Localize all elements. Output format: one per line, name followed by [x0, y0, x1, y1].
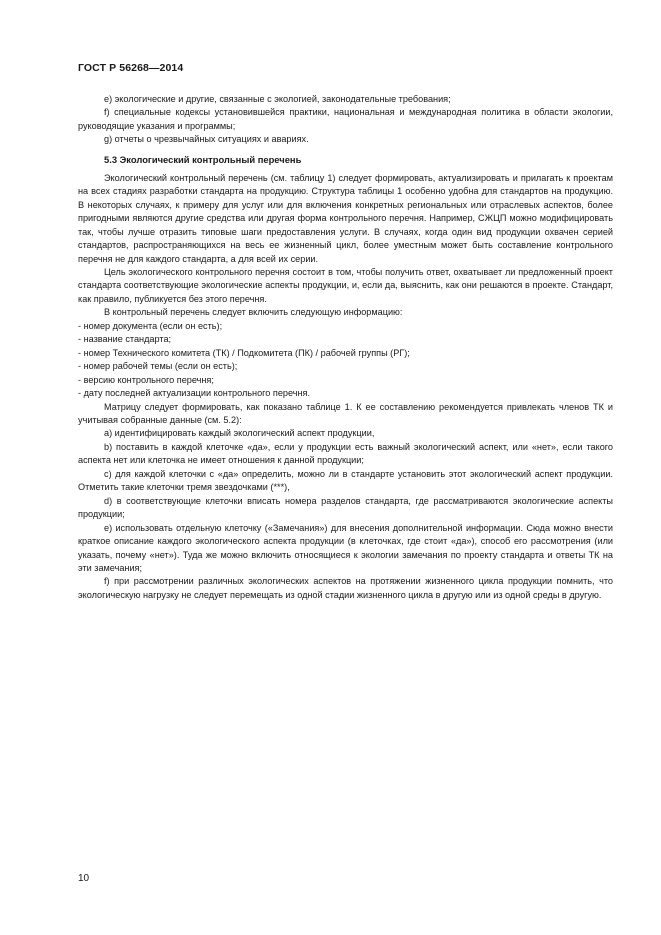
list-item: f) специальные кодексы установившейся практики, национальная и международная политика в области экологии, руководящие указания и программы;	[78, 107, 613, 131]
dash-item: - дату последней актуализации контрольного перечня.	[78, 388, 311, 399]
dash-item: - номер рабочей темы (если он есть);	[78, 361, 238, 372]
list-item: c) для каждой клеточки с «да» определить, можно ли в стандарте установить этот экологический аспект продукции. Отметить такие клеточки тремя звездочками (***),	[78, 468, 613, 493]
list-item: b) поставить в каждой клеточке «да», если у продукции есть важный экологический аспект, или «нет», если такого аспекта нет или клеточка не имеет отношения к данной продукции;	[78, 441, 613, 466]
dash-item: - номер документа (если он есть);	[78, 320, 223, 331]
list-item: d) в соответствующие клеточки вписать номера разделов стандарта, где рассматриваются экологические аспекты продукции;	[78, 495, 613, 520]
list-item: g) отчеты о чрезвычайных ситуациях и авариях.	[104, 134, 309, 145]
page-number: 10	[78, 873, 90, 884]
list-item: a) идентифицировать каждый экологический аспект продукции,	[104, 428, 375, 439]
section-heading: 5.3 Экологический контрольный перечень	[104, 153, 302, 165]
list-item: e) экологические и другие, связанные с экологией, законодательные требования;	[104, 94, 451, 104]
document-header: ГОСТ Р 56268—2014	[78, 62, 184, 74]
dash-item: - название стандарта;	[78, 334, 172, 345]
paragraph: В контрольный перечень следует включить следующую информацию:	[104, 307, 403, 318]
list-item: f) при рассмотрении различных экологических аспектов на протяжении жизненного цикла продукции помнить, что экологическую нагрузку не следует перемещать из одной стадии жизненного цикла в другую или из одной среды в другую.	[78, 576, 613, 600]
paragraph: Экологический контрольный перечень (см. таблицу 1) следует формировать, актуализировать и прилагать к проектам на всех стадиях разработки стандарта на продукцию. Структура таблицы 1 особенно удобна для стандартов на продукцию. В некоторых случаях, к примеру для услуг или для включения конкретных региональных или отраслевых аспектов, более пригодными являются другие средства или другая форма контрольного перечня. Например, СЖЦП можно модифицировать так, чтобы лучше отразить типовые шаги предоставления услуги. В случаях, когда один вид продукции охвачен серией стандартов, распространяющихся на весь ее жизненный цикл, более уместным может быть составление контрольного перечня не для каждого стандарта, а для всей их серии.	[78, 172, 613, 264]
paragraph: Цель экологического контрольного перечня состоит в том, чтобы получить ответ, охватывает ли предложенный проект стандарта соответствующие экологические аспекты продукции, и, если да, выяснить, как они решаются в проекте. Стандарт, как правило, публикуется без этого перечня.	[78, 266, 613, 304]
list-item: e) использовать отдельную клеточку («Замечания») для внесения дополнительной информации. Сюда можно внести краткое описание каждого экологического аспекта продукции (в клеточках, где стоит «да»), способ его рассмотрения (или указать, почему «нет»). Туда же можно включить относящиеся к экологии замечания по проекту стандарта и ответы ТК на эти замечания;	[78, 522, 613, 573]
dash-item: - версию контрольного перечня;	[78, 374, 214, 385]
paragraph: Матрицу следует формировать, как показано таблице 1. К ее составлению рекомендуется привлекать членов ТК и учитывая собранные данные (см. 5.2):	[78, 401, 613, 425]
document-body	[78, 93, 613, 602]
dash-item: - номер Технического комитета (ТК) / Подкомитета (ПК) / рабочей группы (РГ);	[78, 347, 410, 358]
